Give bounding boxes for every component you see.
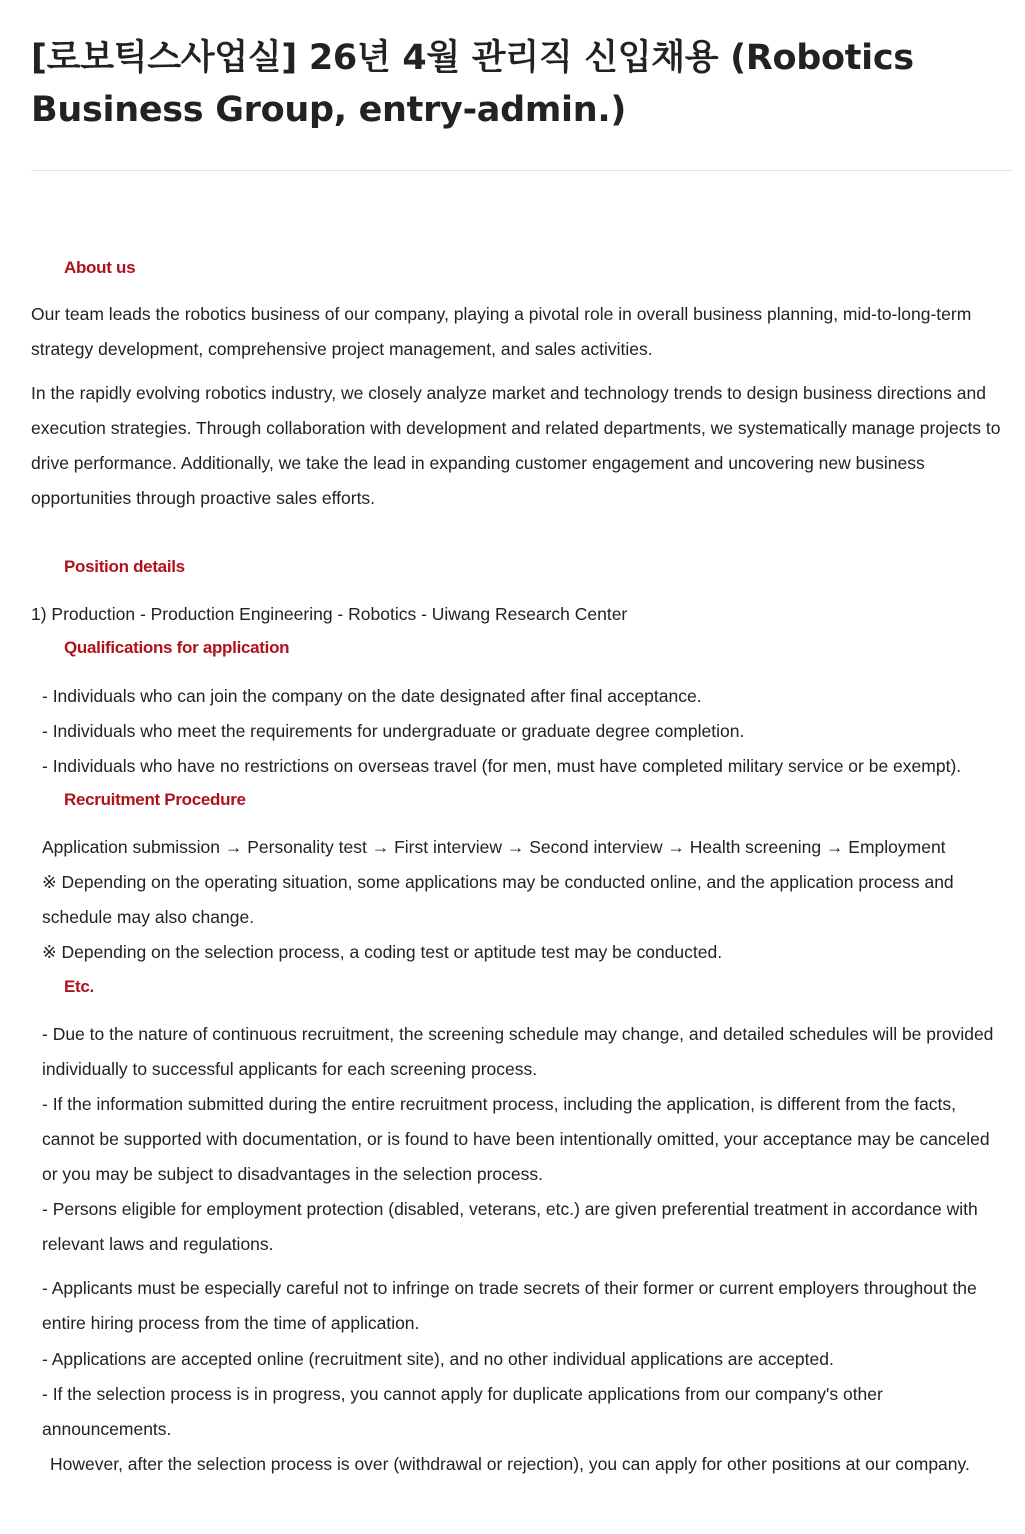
position-heading: Position details (64, 557, 185, 576)
about-paragraph-1: Our team leads the robotics business of our company, playing a pivotal role in overall business planning, mid-to-long-term strategy development, comprehensive project management, and sales activities. (31, 304, 972, 359)
qualifications-heading: Qualifications for application (64, 638, 290, 657)
position-item: 1) Production - Production Engineering - Robotics - Uiwang Research Center (31, 604, 628, 624)
procedure-note: ※ Depending on the operating situation, some applications may be conducted online, and the application process and schedule may also change. (42, 872, 954, 927)
etc-note: However, after the selection process is over (withdrawal or rejection), you can apply for other positions at our company. (50, 1454, 970, 1474)
etc-item: - If the information submitted during the entire recruitment process, including the application, is different from the facts, cannot be supported with documentation, or is found to have been intentionally omitted, your acceptance may be canceled or you may be subject to disadvantages in the selection process. (42, 1094, 990, 1184)
procedure-note: ※ Depending on the selection process, a coding test or aptitude test may be conducted. (42, 942, 723, 962)
procedure-steps: Application submission → Personality test → First interview → Second interview → Health screening → Employment (42, 837, 946, 857)
etc-heading: Etc. (64, 977, 94, 996)
qualification-item: - Individuals who can join the company on the date designated after final acceptance. (42, 686, 702, 706)
qualification-item: - Individuals who meet the requirements for undergraduate or graduate degree completion. (42, 721, 745, 741)
procedure-heading: Recruitment Procedure (64, 790, 246, 809)
etc-item: - Applications are accepted online (recruitment site), and no other individual applications are accepted. (42, 1349, 834, 1369)
etc-item: - Due to the nature of continuous recruitment, the screening schedule may change, and detailed schedules will be provided individually to successful applicants for each screening process. (42, 1024, 994, 1079)
job-posting (31, 0, 1013, 1474)
about-heading: About us (64, 258, 136, 277)
etc-item: - If the selection process is in progress, you cannot apply for duplicate applications from our company's other announcements. (42, 1384, 883, 1439)
title-divider (31, 170, 1013, 171)
page-title: [로보틱스사업실] 26년 4월 관리직 신입채용 (Robotics Business Group, entry-admin.) (31, 38, 914, 130)
qualification-item: - Individuals who have no restrictions on overseas travel (for men, must have completed military service or be exempt). (42, 756, 962, 776)
etc-item: - Applicants must be especially careful not to infringe on trade secrets of their former or current employers throughout the entire hiring process from the time of application. (42, 1278, 977, 1333)
etc-item: - Persons eligible for employment protection (disabled, veterans, etc.) are given preferential treatment in accordance with relevant laws and regulations. (42, 1199, 978, 1254)
about-paragraph-2: In the rapidly evolving robotics industry, we closely analyze market and technology trends to design business directions and execution strategies. Through collaboration with development and related departments, we systematically manage projects to drive performance. Additionally, we take the lead in expanding customer engagement and uncovering new business opportunities through proactive sales efforts. (31, 383, 1001, 508)
